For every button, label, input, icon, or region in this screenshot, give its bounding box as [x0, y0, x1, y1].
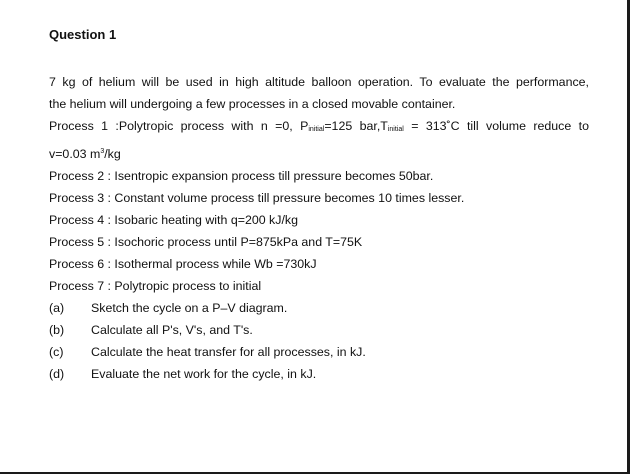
task-d: [49, 363, 589, 385]
process-1-line-1: [49, 115, 589, 141]
process-1-suffix: = 313˚C till volume reduce to: [403, 119, 589, 133]
task-d-label: (d): [49, 367, 65, 381]
process-3: Process 3 : Constant volume process till pressure becomes 10 times lesser.: [49, 191, 465, 205]
process-2: Process 2 : Isentropic expansion process till pressure becomes 50bar.: [49, 169, 434, 183]
task-c-label: (c): [49, 345, 64, 359]
task-a-text: Sketch the cycle on a P–V diagram.: [91, 301, 288, 315]
intro-line-1: 7 kg of helium will be used in high altitude balloon operation. To evaluate the performance,: [49, 75, 589, 89]
process-1-prefix: Process 1 :Polytropic process with n =0, P: [49, 119, 309, 133]
task-d-text: Evaluate the net work for the cycle, in kJ.: [91, 367, 317, 381]
t-initial-subscript: initial: [387, 126, 404, 133]
process-7: Process 7 : Polytropic process to initial: [49, 279, 262, 293]
task-c: [49, 341, 589, 363]
process-1-volume: v=0.03 m: [49, 147, 101, 161]
task-a-label: (a): [49, 301, 65, 315]
task-a: [49, 297, 589, 319]
cubic-superscript: 3: [100, 148, 105, 155]
p-initial-subscript: initial: [308, 126, 325, 133]
intro-line-2: the helium will undergoing a few processes in a closed movable container.: [49, 97, 456, 111]
question-title: Question 1: [49, 27, 117, 42]
process-1-line-2: [49, 141, 589, 165]
task-b-label: (b): [49, 323, 65, 337]
task-c-text: Calculate the heat transfer for all processes, in kJ.: [91, 345, 366, 359]
process-6: Process 6 : Isothermal process while Wb =730kJ: [49, 257, 317, 271]
task-b-text: Calculate all P's, V's, and T's.: [91, 323, 253, 337]
process-4: Process 4 : Isobaric heating with q=200 kJ/kg: [49, 213, 298, 227]
question-document: [49, 26, 589, 385]
process-1-mid: =125 bar,T: [324, 119, 388, 133]
process-5: Process 5 : Isochoric process until P=875kPa and T=75K: [49, 235, 363, 249]
task-b: [49, 319, 589, 341]
process-1-volume-unit: /kg: [104, 147, 121, 161]
